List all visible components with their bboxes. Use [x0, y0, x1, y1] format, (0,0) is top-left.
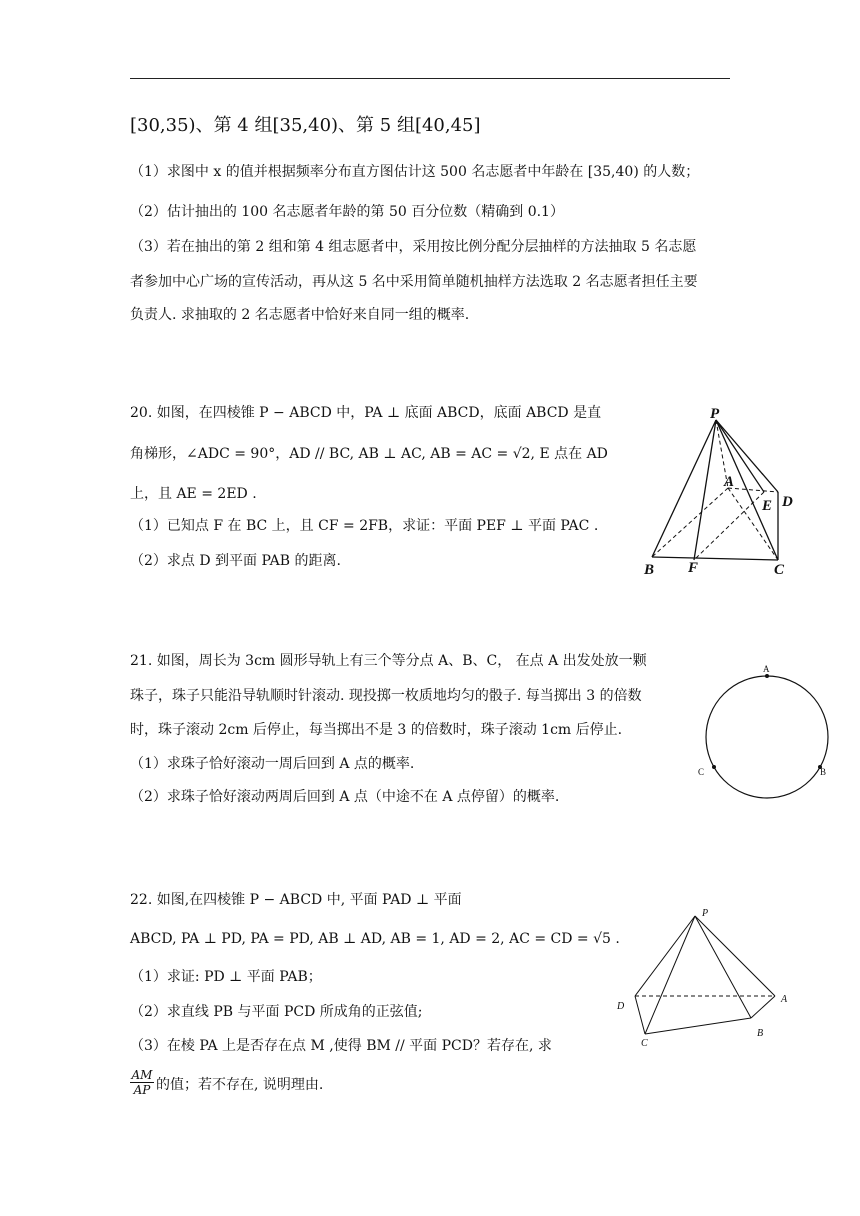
label-A: A: [781, 994, 788, 1005]
edge-AD: [728, 488, 778, 492]
q19-line4: 者参加中心广场的宣传活动，再从这 5 名中采用简单随机抽样方法选取 2 名志愿者担任主要: [130, 274, 698, 290]
label-D: D: [782, 494, 793, 510]
edge-PF: [694, 420, 716, 560]
edge-PA: [695, 916, 775, 996]
label-C: C: [641, 1038, 648, 1049]
fraction-AM-AP: [130, 1068, 154, 1097]
header-rule: [130, 78, 730, 79]
q20-line5: （2）求点 D 到平面 PAB 的距离.: [130, 553, 341, 569]
label-F: F: [688, 560, 699, 576]
q19-line0: [30,35)、第 4 组[35,40)、第 5 组[40,45]: [130, 115, 481, 136]
fraction-numerator: AM: [131, 1068, 153, 1082]
q22-line5: （3）在棱 PA 上是否存在点 M ,使得 BM // 平面 PCD？若存在, 求: [130, 1038, 552, 1054]
label-A: A: [724, 474, 735, 490]
q19-line1: （1）求图中 x 的值并根据频率分布直方图估计这 500 名志愿者中年龄在 [35,40) 的人数；: [130, 164, 700, 180]
label-D: D: [617, 1001, 625, 1012]
q22-line6: 的值；若不存在, 说明理由.: [156, 1077, 324, 1093]
edge-PB: [652, 420, 716, 557]
pyramid-figure-q22: [605, 900, 805, 1050]
q22-line3: （1）求证: PD ⊥ 平面 PAB；: [130, 969, 322, 985]
q20-line2: 角梯形，∠ADC = 90°，AD // BC, AB ⊥ AC, AB = AC = √2, E 点在 AD: [130, 446, 608, 462]
point-A: [765, 674, 769, 678]
q19-line3: （3）若在抽出的第 2 组和第 4 组志愿者中，采用按比例分配分层抽样的方法抽取 5 名志愿: [130, 239, 697, 255]
circle-track-figure-q21: [690, 660, 840, 800]
q21-line1: 21. 如图，周长为 3cm 圆形导轨上有三个等分点 A、B、C， 在点 A 出发处放一颗: [130, 653, 647, 669]
edge-BC: [652, 557, 778, 560]
label-E: E: [762, 498, 773, 514]
q21-line2: 珠子，珠子只能沿导轨顺时针滚动. 现投掷一枚质地均匀的骰子. 每当掷出 3 的倍数: [130, 688, 642, 704]
label-A: A: [763, 664, 770, 674]
label-P: P: [702, 908, 709, 919]
q19-line2: （2）估计抽出的 100 名志愿者年龄的第 50 百分位数（精确到 0.1）: [130, 204, 564, 220]
q22-line2: ABCD, PA ⊥ PD, PA = PD, AB ⊥ AD, AB = 1, AD = 2, AC = CD = √5 .: [130, 931, 620, 947]
circular-track: [706, 676, 828, 798]
pyramid-figure-q20: [640, 400, 800, 580]
edge-PC: [645, 916, 695, 1034]
point-C: [712, 765, 716, 769]
label-B: B: [820, 767, 827, 777]
label-C: C: [698, 767, 705, 777]
label-P: P: [710, 406, 720, 422]
edge-AB: [652, 488, 728, 557]
q21-line4: （1）求珠子恰好滚动一周后回到 A 点的概率.: [130, 756, 415, 772]
edge-DC: [635, 996, 645, 1034]
edge-EF: [694, 492, 764, 560]
q20-line4: （1）已知点 F 在 BC 上，且 CF = 2FB，求证：平面 PEF ⊥ 平面 PAC .: [130, 518, 599, 534]
label-B: B: [757, 1028, 764, 1039]
q19-line5: 负责人. 求抽取的 2 名志愿者中恰好来自同一组的概率.: [130, 307, 470, 323]
q21-line5: （2）求珠子恰好滚动两周后回到 A 点（中途不在 A 点停留）的概率.: [130, 789, 560, 805]
edge-PD: [635, 916, 695, 996]
q20-line1: 20. 如图，在四棱锥 P − ABCD 中，PA ⊥ 底面 ABCD，底面 ABCD 是直: [130, 405, 602, 421]
fraction-denominator: AP: [133, 1083, 151, 1097]
label-C: C: [774, 562, 785, 578]
edge-PB: [695, 916, 751, 1018]
edge-CB: [645, 1018, 751, 1034]
q22-line4: （2）求直线 PB 与平面 PCD 所成角的正弦值;: [130, 1004, 423, 1020]
q21-line3: 时，珠子滚动 2cm 后停止，每当掷出不是 3 的倍数时，珠子滚动 1cm 后停止.: [130, 722, 623, 738]
label-B: B: [644, 562, 655, 578]
edge-BA: [751, 996, 775, 1018]
q22-line1: 22. 如图,在四棱锥 P − ABCD 中, 平面 PAD ⊥ 平面: [130, 892, 462, 908]
q20-line3: 上，且 AE = 2ED .: [130, 486, 257, 502]
